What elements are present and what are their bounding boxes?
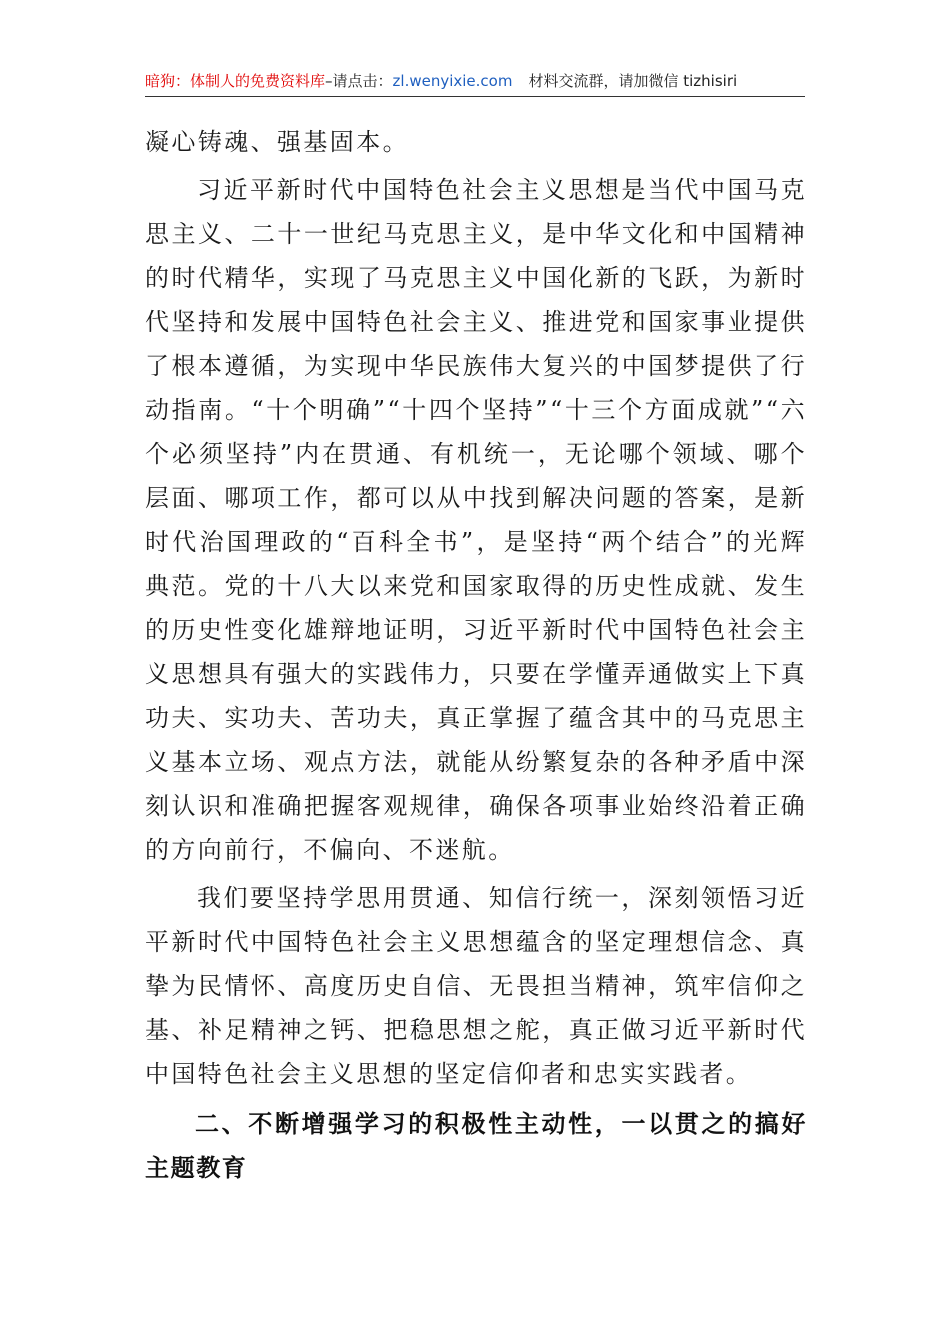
document-body xyxy=(145,120,807,1190)
header-click-prompt: –请点击： xyxy=(325,72,393,90)
paragraph-study-commitment: 我们要坚持学思用贯通、知信行统一，深刻领悟习近平新时代中国特色社会主义思想蕴含的坚定理想信念、真挚为民情怀、高度历史自信、无畏担当精神，筑牢信仰之基、补足精神之钙、把稳思想之舵，真正做习近平新时代中国特色社会主义思想的坚定信仰者和忠实实践者。 xyxy=(145,884,807,1088)
paragraph-continuation: 凝心铸魂、强基固本。 xyxy=(145,128,409,156)
header-site-link[interactable]: zl.wenyixie.com xyxy=(392,72,513,90)
page-header xyxy=(145,66,805,97)
header-promo: 暗狗：体制人的免费资料库 xyxy=(145,72,326,90)
section-heading-2: 二、不断增强学习的积极性主动性，一以贯之的搞好主题教育 xyxy=(145,1110,807,1182)
paragraph-xi-thought: 习近平新时代中国特色社会主义思想是当代中国马克思主义、二十一世纪马克思主义，是中华文化和中国精神的时代精华，实现了马克思主义中国化新的飞跃，为新时代坚持和发展中国特色社会主义、推进党和国家事业提供了根本遵循，为实现中华民族伟大复兴的中国梦提供了行动指南。“十个明确”“十四个坚持”“十三个方面成就”“六个必须坚持”内在贯通、有机统一，无论哪个领域、哪个层面、哪项工作，都可以从中找到解决问题的答案，是新时代治国理政的“百科全书”，是坚持“两个结合”的光辉典范。党的十八大以来党和国家取得的历史性成就、发生的历史性变化雄辩地证明，习近平新时代中国特色社会主义思想具有强大的实践伟力，只要在学懂弄通做实上下真功夫、实功夫、苦功夫，真正掌握了蕴含其中的马克思主义基本立场、观点方法，就能从纷繁复杂的各种矛盾中深刻认识和准确把握客观规律，确保各项事业始终沿着正确的方向前行，不偏向、不迷航。 xyxy=(145,176,807,864)
header-group-note: 材料交流群，请加微信 tizhisiri xyxy=(528,72,738,90)
